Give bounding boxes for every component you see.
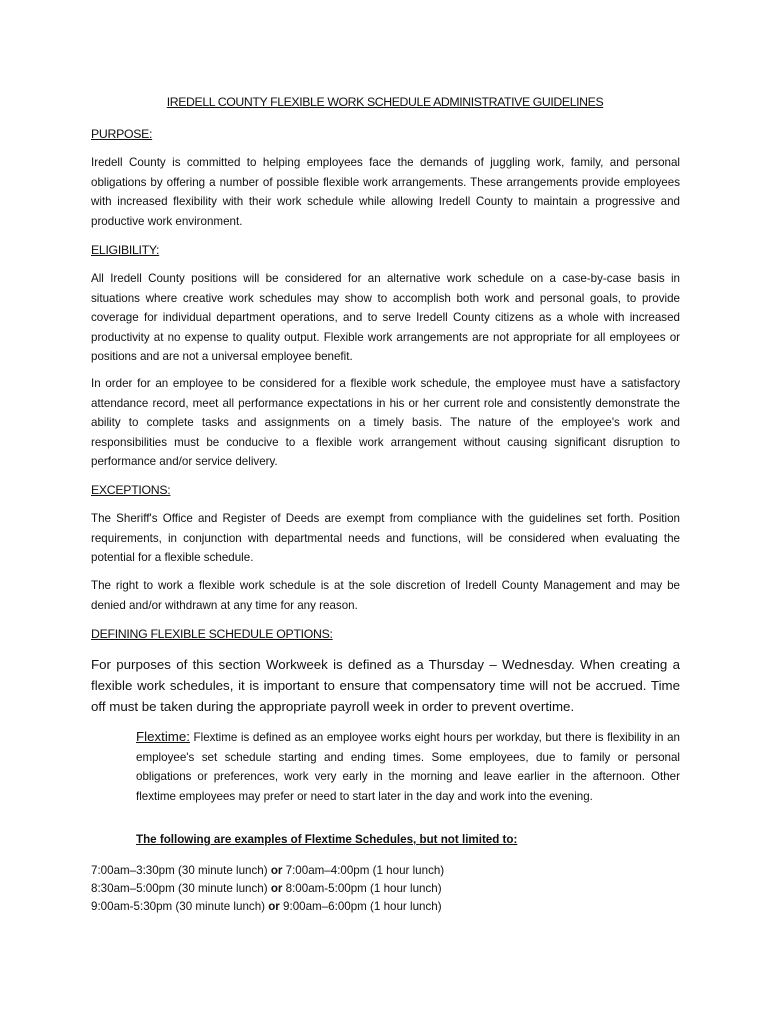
purpose-heading: PURPOSE: [91,127,153,141]
schedule-line-2 [91,879,442,898]
schedule-joiner: or [268,900,280,913]
exceptions-paragraph-1: The Sheriff's Office and Register of Deeds are exempt from compliance with the guidelines set forth. Position requirements, in conjunction with departmental needs and functions, will be considered when evaluating the potential for a flexible schedule. [91,512,680,565]
schedule-option-a: 9:00am-5:30pm (30 minute lunch) [91,900,269,913]
flextime-text: Flextime is defined as an employee works eight hours per workday, but there is flexibility in an employee's set schedule starting and ending times. Some employees, due to family or personal obligations or preferences, work very early in the morning and leave earlier in the afternoon. Other flextime employees may prefer or need to start later in the day and work into the evening. [136,731,680,803]
defining-heading: DEFINING FLEXIBLE SCHEDULE OPTIONS: [91,627,333,641]
schedule-option-b: 8:00am-5:00pm (1 hour lunch) [282,882,442,895]
schedule-option-b: 9:00am–6:00pm (1 hour lunch) [279,900,442,913]
schedule-joiner: or [270,864,283,877]
schedule-option-a: 8:30am–5:00pm (30 minute lunch) [91,882,271,895]
schedule-line-3 [91,897,442,916]
exceptions-paragraph-2: The right to work a flexible work schedule is at the sole discretion of Iredell County Management and may be denied and/or withdrawn at any time for any reason. [91,579,680,612]
schedule-joiner: or [270,882,283,895]
defining-paragraph: For purposes of this section Workweek is defined as a Thursday – Wednesday. When creating a flexible work schedules, it is important to ensure that compensatory time will not be accrued. Time off must be taken during the appropriate payroll week in order to prevent overtime. [91,657,680,714]
examples-heading: The following are examples of Flextime Schedules, but not limited to: [136,833,518,846]
eligibility-heading: ELIGIBILITY: [91,243,160,257]
exceptions-heading: EXCEPTIONS: [91,483,171,497]
purpose-paragraph: Iredell County is committed to helping employees face the demands of juggling work, family, and personal obligations by offering a number of possible flexible work arrangements. These arrangements provide employees with increased flexibility with their work schedule while allowing Iredell County to maintain a progressive and productive work environment. [91,156,680,228]
document-title: IREDELL COUNTY FLEXIBLE WORK SCHEDULE ADMINISTRATIVE GUIDELINES [166,95,604,109]
schedule-option-b: 7:00am–4:00pm (1 hour lunch) [282,864,445,877]
eligibility-paragraph-2: In order for an employee to be considered for a flexible work schedule, the employee must have a satisfactory attendance record, meet all performance expectations in his or her current role and consistently demonstrate the ability to complete tasks and assignments on a timely basis. The nature of the employee's work and responsibilities must be conducive to a flexible work arrangement without causing significant disruption to performance and/or service delivery. [91,377,680,469]
schedule-line-1 [91,861,444,880]
flextime-term: Flextime: [136,729,190,744]
flextime-definition [136,727,680,806]
schedule-option-a: 7:00am–3:30pm (30 minute lunch) [91,864,271,877]
eligibility-paragraph-1: All Iredell County positions will be considered for an alternative work schedule on a case-by-case basis in situations where creative work schedules may show to accomplish both work and personal goals, to provide coverage for individual department operations, and to serve Iredell County citizens as a whole with increased productivity at no expense to quality output. Flexible work arrangements are not appropriate for all employees or positions and are not a universal employee benefit. [91,272,680,364]
